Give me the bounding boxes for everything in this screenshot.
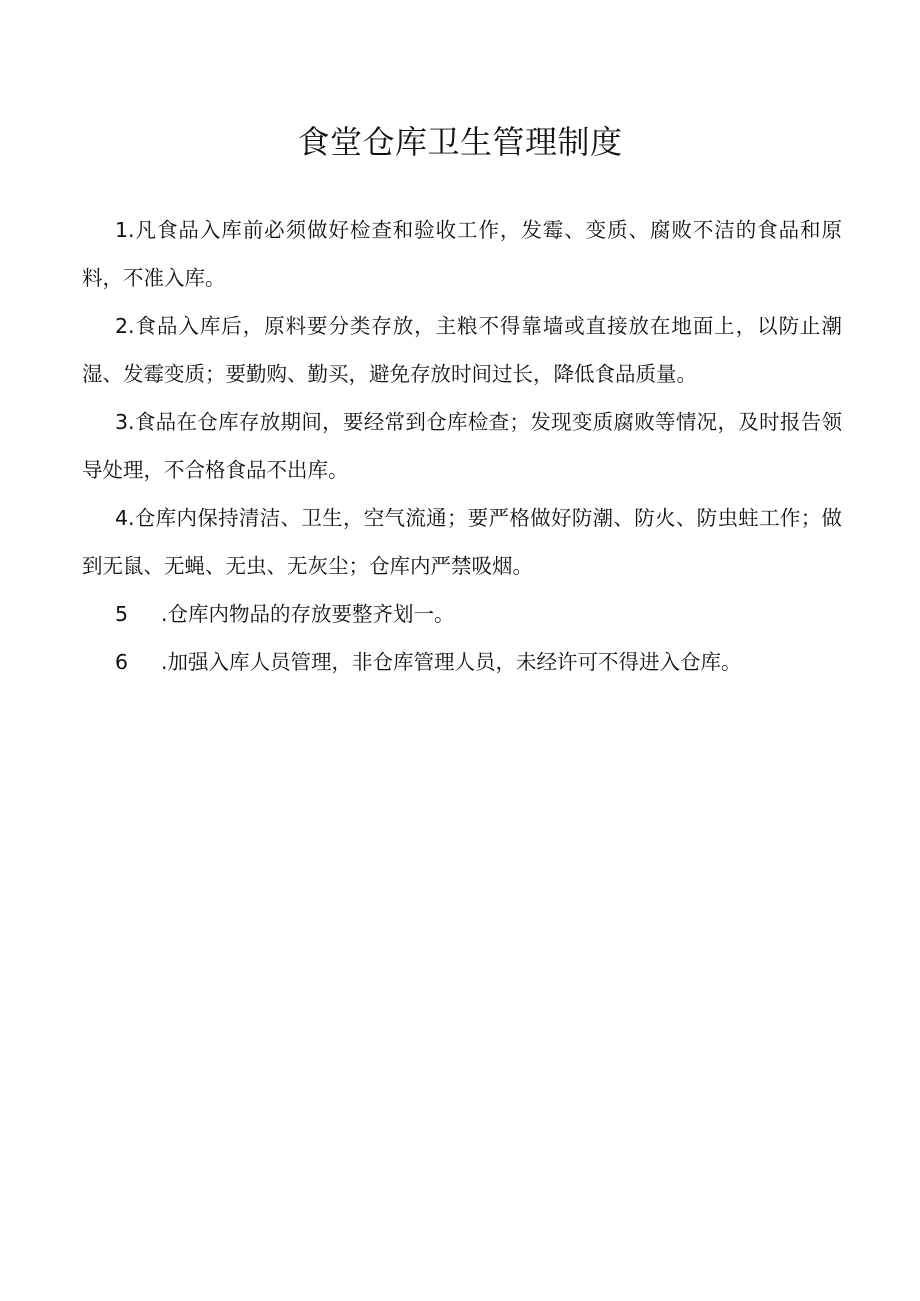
rule-item (82, 494, 842, 590)
rule-number: 2 (115, 314, 129, 338)
rule-text: .仓库内物品的存放要整齐划一。 (161, 602, 455, 626)
rule-number: 4 (115, 506, 129, 530)
rule-text: .食品在仓库存放期间，要经常到仓库检查；发现变质腐败等情况，及时报告领导处理，不合格食品不出库。 (82, 410, 842, 482)
rule-item (82, 638, 842, 686)
rule-number: 6 (115, 650, 129, 674)
rule-text: .凡食品入库前必须做好检查和验收工作，发霉、变质、腐败不洁的食品和原料，不准入库。 (82, 218, 842, 290)
rule-item (82, 206, 842, 302)
document-title: 食堂仓库卫生管理制度 (297, 123, 623, 161)
rules-list (82, 206, 842, 686)
rule-number: 3 (115, 410, 129, 434)
rule-number: 1 (115, 218, 129, 242)
rule-item (82, 398, 842, 494)
rule-text: .仓库内保持清洁、卫生，空气流通；要严格做好防潮、防火、防虫蛀工作；做到无鼠、无蝇、无虫、无灰尘；仓库内严禁吸烟。 (82, 506, 842, 578)
rule-text: .食品入库后，原料要分类存放，主粮不得靠墙或直接放在地面上，以防止潮湿、发霉变质；要勤购、勤买，避免存放时间过长，降低食品质量。 (82, 314, 842, 386)
rule-number: 5 (115, 602, 129, 626)
rule-item (82, 302, 842, 398)
rule-text: .加强入库人员管理，非仓库管理人员，未经许可不得进入仓库。 (161, 650, 742, 674)
rule-item (82, 590, 842, 638)
